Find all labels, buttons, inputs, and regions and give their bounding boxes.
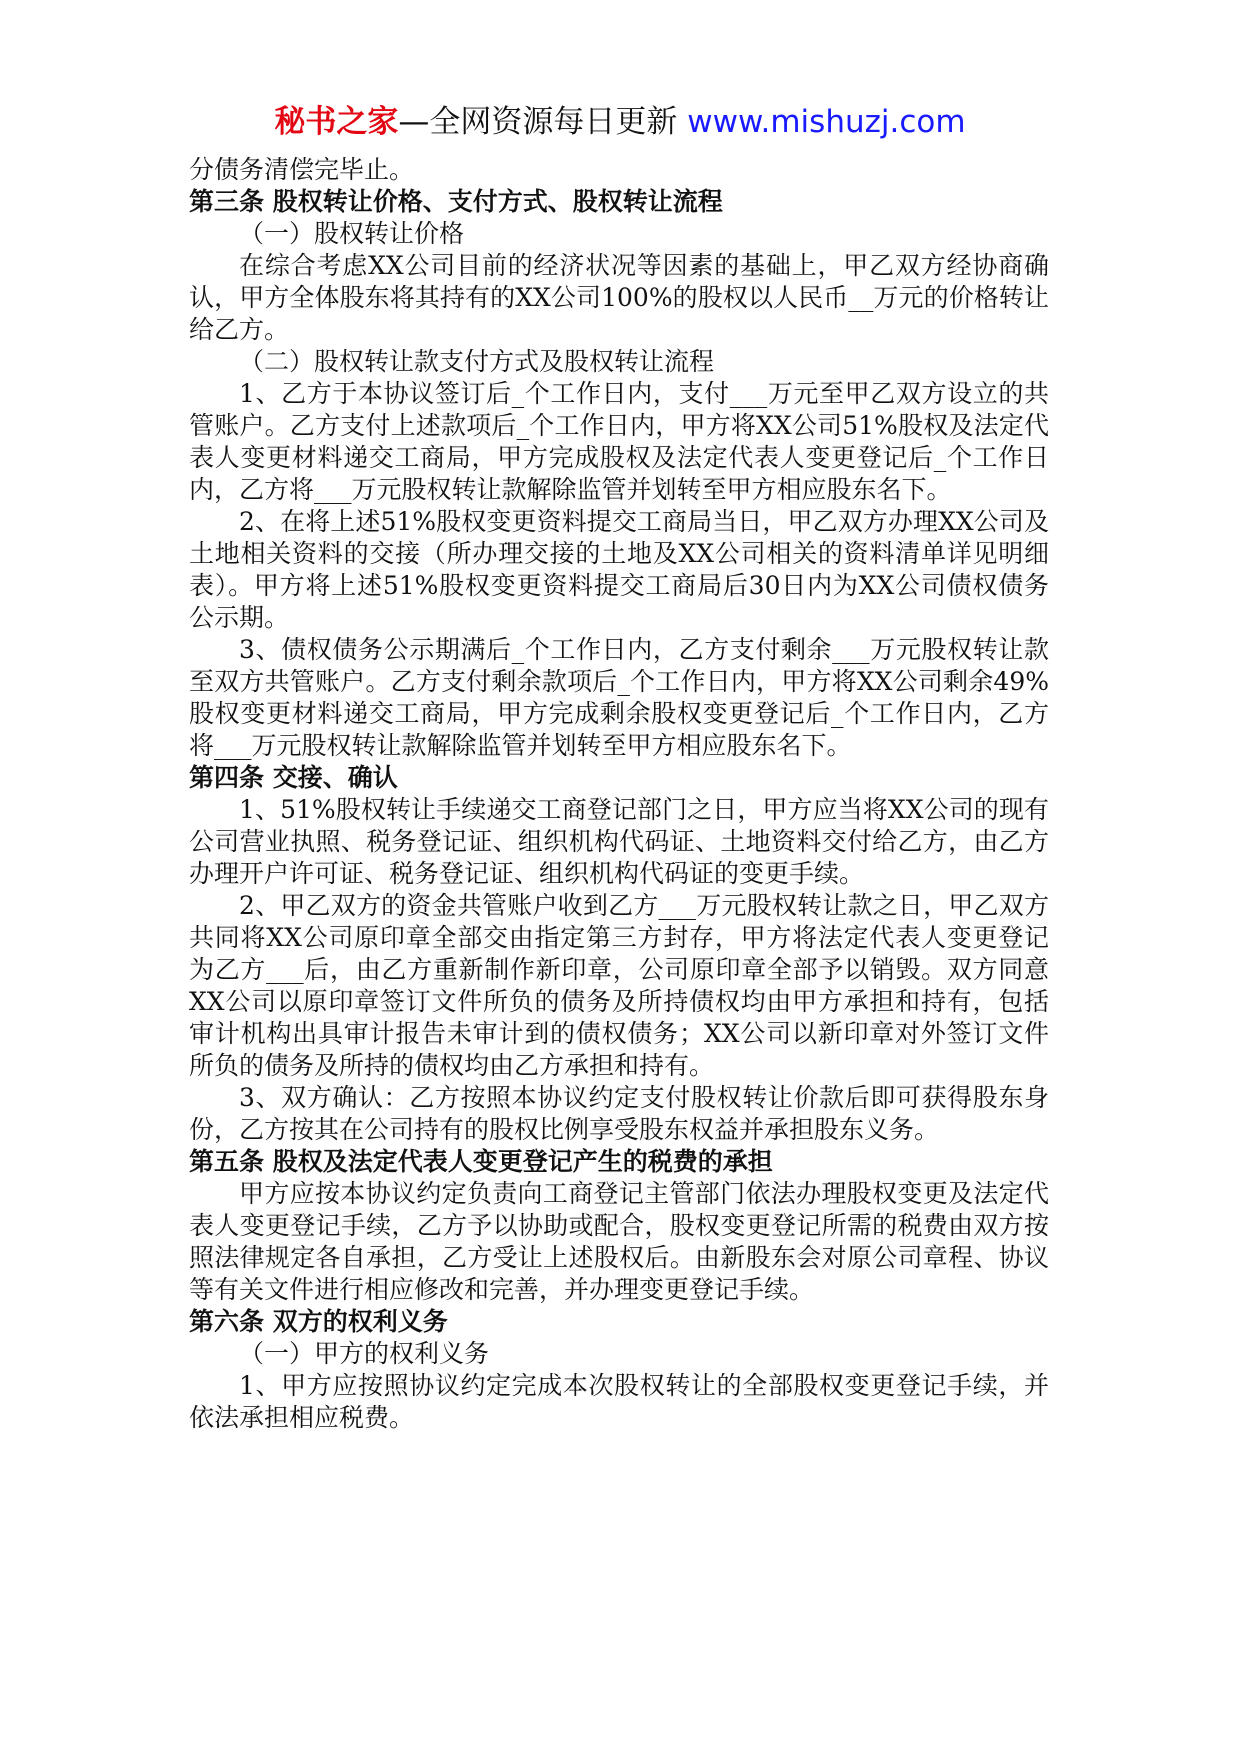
paragraph-party-a-1: 1、甲方应按照协议约定完成本次股权转让的全部股权变更登记手续，并依法承担相应税费。 <box>189 1371 1049 1432</box>
header-brand: 秘书之家 <box>274 104 399 140</box>
paragraph-price: 在综合考虑XX公司目前的经济状况等因素的基础上，甲乙双方经协商确认，甲方全体股东将其持有的XX公司100%的股权以人民币__万元的价格转让给乙方。 <box>189 251 1049 344</box>
section-party-a-title: （一）甲方的权利义务 <box>239 1339 490 1368</box>
section-price-title: （一）股权转让价格 <box>239 219 465 248</box>
header-tagline: —全网资源每日更新 <box>398 104 688 140</box>
document-body <box>189 154 1049 1434</box>
paragraph-tax: 甲方应按本协议约定负责向工商登记主管部门依法办理股权变更及法定代表人变更登记手续，乙方予以协助或配合，股权变更登记所需的税费由双方按照法律规定各自承担，乙方受让上述股权后。由新股东会对原公司章程、协议等有关文件进行相应修改和完善，并办理变更登记手续。 <box>189 1179 1049 1304</box>
paragraph-handover-1: 1、51%股权转让手续递交工商登记部门之日，甲方应当将XX公司的现有公司营业执照、税务登记证、组织机构代码证、土地资料交付给乙方，由乙方办理开户许可证、税务登记证、组织机构代码证的变更手续。 <box>189 795 1049 888</box>
paragraph-payment-3: 3、债权债务公示期满后_个工作日内，乙方支付剩余___万元股权转让款至双方共管账户。乙方支付剩余款项后_个工作日内，甲方将XX公司剩余49%股权变更材料递交工商局，甲方完成剩余股权变更登记后_个工作日内，乙方将___万元股权转让款解除监管并划转至甲方相应股东名下。 <box>189 635 1049 760</box>
article-5-heading: 第五条 股权及法定代表人变更登记产生的税费的承担 <box>189 1147 773 1176</box>
paragraph-handover-2: 2、甲乙双方的资金共管账户收到乙方___万元股权转让款之日，甲乙双方共同将XX公司原印章全部交由指定第三方封存，甲方将法定代表人变更登记为乙方___后，由乙方重新制作新印章，公司原印章全部予以销毁。双方同意XX公司以原印章签订文件所负的债务及所持债权均由甲方承担和持有，包括审计机构出具审计报告未审计到的债权债务；XX公司以新印章对外签订文件所负的债务及所持的债权均由乙方承担和持有。 <box>189 891 1049 1080</box>
paragraph-continuation: 分债务清偿完毕止。 <box>189 155 415 184</box>
paragraph-payment-2: 2、在将上述51%股权变更资料提交工商局当日，甲乙双方办理XX公司及土地相关资料的交接（所办理交接的土地及XX公司相关的资料清单详见明细表）。甲方将上述51%股权变更资料提交工商局后30日内为XX公司债权债务公示期。 <box>189 507 1049 632</box>
article-4-heading: 第四条 交接、确认 <box>189 763 398 792</box>
article-3-heading: 第三条 股权转让价格、支付方式、股权转让流程 <box>189 187 723 216</box>
page-header <box>0 100 1240 144</box>
section-payment-title: （二）股权转让款支付方式及股权转让流程 <box>239 347 715 376</box>
header-url-link[interactable]: www.mishuzj.com <box>687 104 966 140</box>
article-6-heading: 第六条 双方的权利义务 <box>189 1307 448 1336</box>
paragraph-handover-3: 3、双方确认：乙方按照本协议约定支付股权转让价款后即可获得股东身份，乙方按其在公司持有的股权比例享受股东权益并承担股东义务。 <box>189 1083 1049 1144</box>
paragraph-payment-1: 1、乙方于本协议签订后_个工作日内，支付___万元至甲乙双方设立的共管账户。乙方支付上述款项后_个工作日内，甲方将XX公司51%股权及法定代表人变更材料递交工商局，甲方完成股权及法定代表人变更登记后_个工作日内，乙方将___万元股权转让款解除监管并划转至甲方相应股东名下。 <box>189 379 1049 504</box>
